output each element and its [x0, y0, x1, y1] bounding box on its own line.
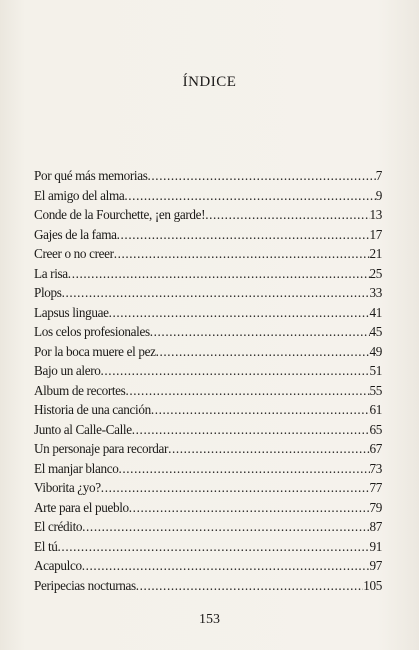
dot-leader: [118, 461, 369, 477]
toc-entry-title: Junto al Calle-Calle: [34, 421, 132, 437]
toc-entry-title: Conde de la Fourchette, ¡en garde!: [34, 207, 206, 222]
toc-entry-title: Arte para el pueblo: [34, 499, 129, 515]
toc-entry-page: 33: [369, 285, 382, 300]
toc-entry-page: 51: [369, 363, 382, 378]
toc-entry-title: Creer o no creer: [34, 246, 114, 261]
toc-entry-page: 25: [369, 265, 382, 281]
toc-entry: [34, 461, 382, 481]
toc-entry-page: 21: [369, 246, 382, 261]
dot-leader: [125, 383, 369, 399]
toc-entry-title: Lapsus linguae: [34, 304, 109, 320]
dot-leader: [82, 519, 369, 535]
toc-entry-title: Por qué más memorias: [34, 168, 148, 183]
toc-entry-page: 67: [369, 441, 382, 456]
dot-leader: [168, 441, 369, 457]
toc-entry: [34, 227, 382, 247]
toc-entry-page: 61: [369, 402, 382, 417]
toc-entry-title: El crédito: [34, 519, 83, 534]
dot-leader: [117, 227, 370, 243]
dot-leader: [101, 363, 370, 379]
toc-entry-title: Un personaje para recordar: [34, 441, 169, 456]
toc-entry-title: Album de recortes: [34, 382, 126, 398]
dot-leader: [205, 207, 369, 223]
toc-entry-title: La risa: [34, 265, 68, 281]
toc-entry-page: 87: [369, 519, 382, 534]
toc-entry: [34, 207, 382, 227]
toc-entry-title: Viborita ¿yo?: [34, 480, 101, 495]
dot-leader: [82, 558, 370, 574]
toc-entry: [34, 441, 382, 461]
dot-leader: [124, 188, 375, 204]
dot-leader: [132, 422, 370, 438]
toc-entry-page: 9: [375, 187, 382, 203]
toc-entry-page: 17: [369, 226, 382, 242]
toc-entry: [34, 383, 382, 403]
dot-leader: [62, 285, 370, 301]
dot-leader: [148, 168, 376, 184]
toc-entry-page: 91: [369, 538, 382, 554]
toc-entry: [34, 246, 382, 266]
dot-leader: [156, 344, 370, 360]
dot-leader: [136, 578, 364, 594]
toc-entry-title: Bajo un alero: [34, 363, 101, 378]
toc-entry: [34, 480, 382, 500]
toc-entry-page: 13: [369, 207, 382, 222]
toc-entry-title: Los celos profesionales: [34, 324, 150, 339]
toc-entry-title: El manjar blanco: [34, 460, 119, 476]
dot-leader: [58, 539, 370, 555]
toc-entry-page: 73: [369, 460, 382, 476]
toc-entry: [34, 305, 382, 325]
toc-entry-title: El tú: [34, 538, 58, 554]
toc-entry: [34, 578, 382, 598]
toc-entry-page: 7: [375, 168, 382, 183]
toc-entry: [34, 266, 382, 286]
toc-entry-page: 77: [369, 480, 382, 495]
toc-entry: [34, 519, 382, 539]
dot-leader: [151, 402, 370, 418]
toc-entry-page: 55: [369, 382, 382, 398]
toc-entry: [34, 324, 382, 344]
dot-leader: [109, 305, 370, 321]
dot-leader: [150, 324, 370, 340]
toc-entry: [34, 344, 382, 364]
toc-entry-page: 65: [369, 421, 382, 437]
toc-entry: [34, 188, 382, 208]
toc-entry: [34, 500, 382, 520]
toc-entry: [34, 285, 382, 305]
toc-entry: [34, 363, 382, 383]
toc-entry-title: Acapulco: [34, 558, 82, 573]
page-number: 153: [199, 612, 220, 627]
toc-entry: [34, 422, 382, 442]
table-of-contents: [34, 168, 382, 597]
toc-entry: [34, 402, 382, 422]
toc-entry-title: Historia de una canción: [34, 402, 151, 417]
toc-entry-title: Gajes de la fama: [34, 226, 117, 242]
index-heading: ÍNDICE: [182, 74, 237, 90]
toc-entry-page: 49: [369, 343, 382, 359]
toc-entry-page: 41: [369, 304, 382, 320]
toc-entry-title: El amigo del alma: [34, 187, 125, 203]
toc-entry-page: 105: [363, 577, 382, 593]
toc-entry-title: Peripecias nocturnas: [34, 577, 136, 593]
dot-leader: [101, 480, 370, 496]
dot-leader: [68, 266, 370, 282]
toc-entry: [34, 168, 382, 188]
dot-leader: [129, 500, 370, 516]
toc-entry-page: 45: [369, 324, 382, 339]
dot-leader: [114, 246, 370, 262]
toc-entry-page: 97: [369, 558, 382, 573]
toc-entry: [34, 539, 382, 559]
toc-entry-page: 79: [369, 499, 382, 515]
toc-entry-title: Plops: [34, 285, 62, 300]
toc-entry-title: Por la boca muere el pez: [34, 343, 156, 359]
toc-entry: [34, 558, 382, 578]
